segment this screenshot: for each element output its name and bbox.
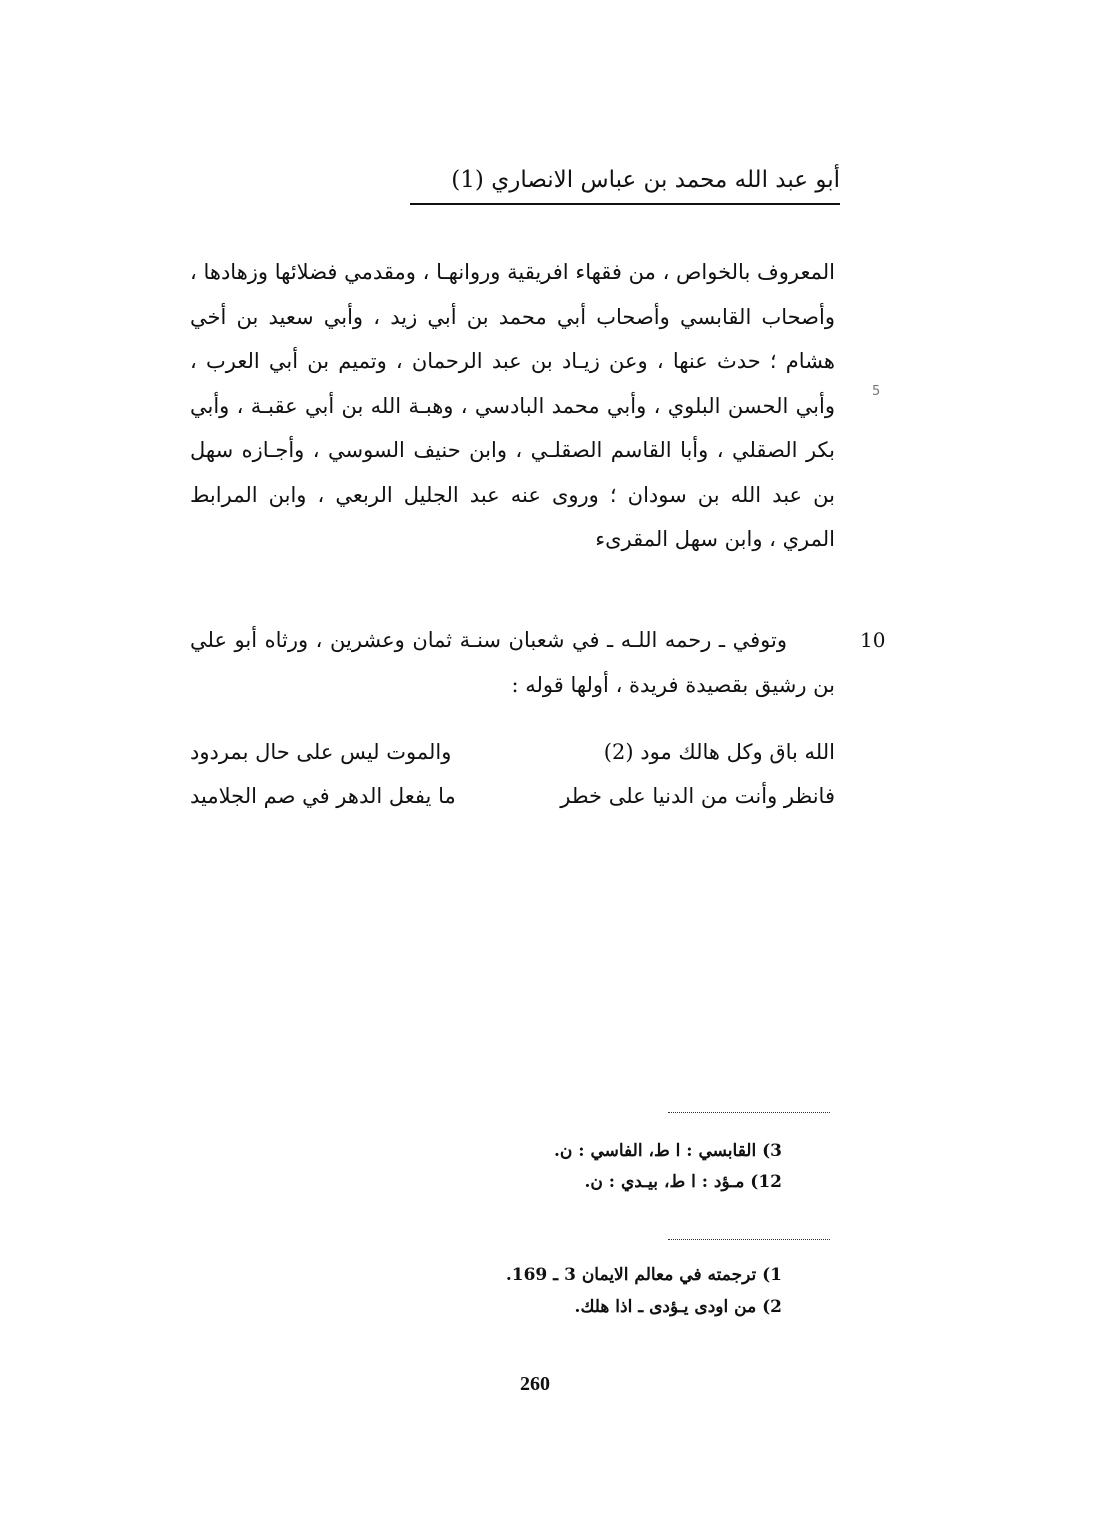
heading-underline xyxy=(410,203,840,205)
text-line: وأبي محمد البادسي ، وهبـة الله بن أبي عقبـة ، وأبي بكر xyxy=(190,393,835,462)
line-number-5: 5 xyxy=(872,384,881,399)
poem-verse xyxy=(190,730,835,774)
death-paragraph xyxy=(190,618,835,707)
text-line: الصقلي ، وأبا القاسم الصقلـي ، وابن حنيف السوسي ، وأجـازه xyxy=(241,438,798,462)
text-line: وابن المرابط المري ، وابن سهل المقرىء xyxy=(190,482,835,551)
footnote: 1) ترجمته في معالم الايمان 3 ـ 169. xyxy=(505,1265,782,1285)
biography-paragraph xyxy=(190,250,835,562)
text-line: فضلائها وزهادها ، وأصحاب القابسي وأصحاب أبي محمد بن أبي xyxy=(190,260,835,329)
line-number-10: 10 xyxy=(860,628,886,652)
variant-note: 12) مـؤد : ا ط، بيـدي : ن. xyxy=(584,1172,782,1192)
verse-first-hemistich: الله باق وكل هالك مود (2) xyxy=(603,740,835,764)
text-line: وتوفي ـ رحمه اللـه ـ في شعبان سنـة ثمان وعشرين ، xyxy=(315,628,787,652)
verse-second-hemistich: والموت ليس على حال بمردود xyxy=(190,740,452,764)
page-number: 260 xyxy=(520,1373,550,1395)
chapter-heading: أبو عبد الله محمد بن عباس الانصاري (1) xyxy=(451,167,840,193)
verse-first-hemistich: فانظر وأنت من الدنيا على خطر xyxy=(560,784,835,808)
text-line: زيد ، وأبي سعيد بن أخي هشام ؛ حدث عنها ، وعن زيـاد بن xyxy=(190,304,836,373)
text-line: سهل بن عبد الله بن سودان ؛ وروى عنه عبد الجليل الربعي ، xyxy=(190,438,835,507)
text-line: المعروف بالخواص ، من فقهاء افريقية وروانهـا ، ومقدمي xyxy=(344,260,835,284)
variant-note: 3) القابسي : ا ط، الفاسي : ن. xyxy=(553,1141,782,1161)
verse-second-hemistich: ما يفعل الدهر في صم الجلاميد xyxy=(190,784,456,808)
text-line: ورثاه أبو علي بن رشيق بقصيدة فريدة ، أولها قوله : xyxy=(190,628,835,697)
variant-notes-divider xyxy=(668,1112,830,1113)
footnote: 2) من اودى يـؤدى ـ اذا هلك. xyxy=(574,1297,782,1317)
text-line: عبد الرحمان ، وتميم بن أبي العرب ، وأبي الحسن البلوي ، xyxy=(190,349,835,418)
poem-verse xyxy=(190,774,835,818)
footnotes-divider xyxy=(668,1239,830,1240)
